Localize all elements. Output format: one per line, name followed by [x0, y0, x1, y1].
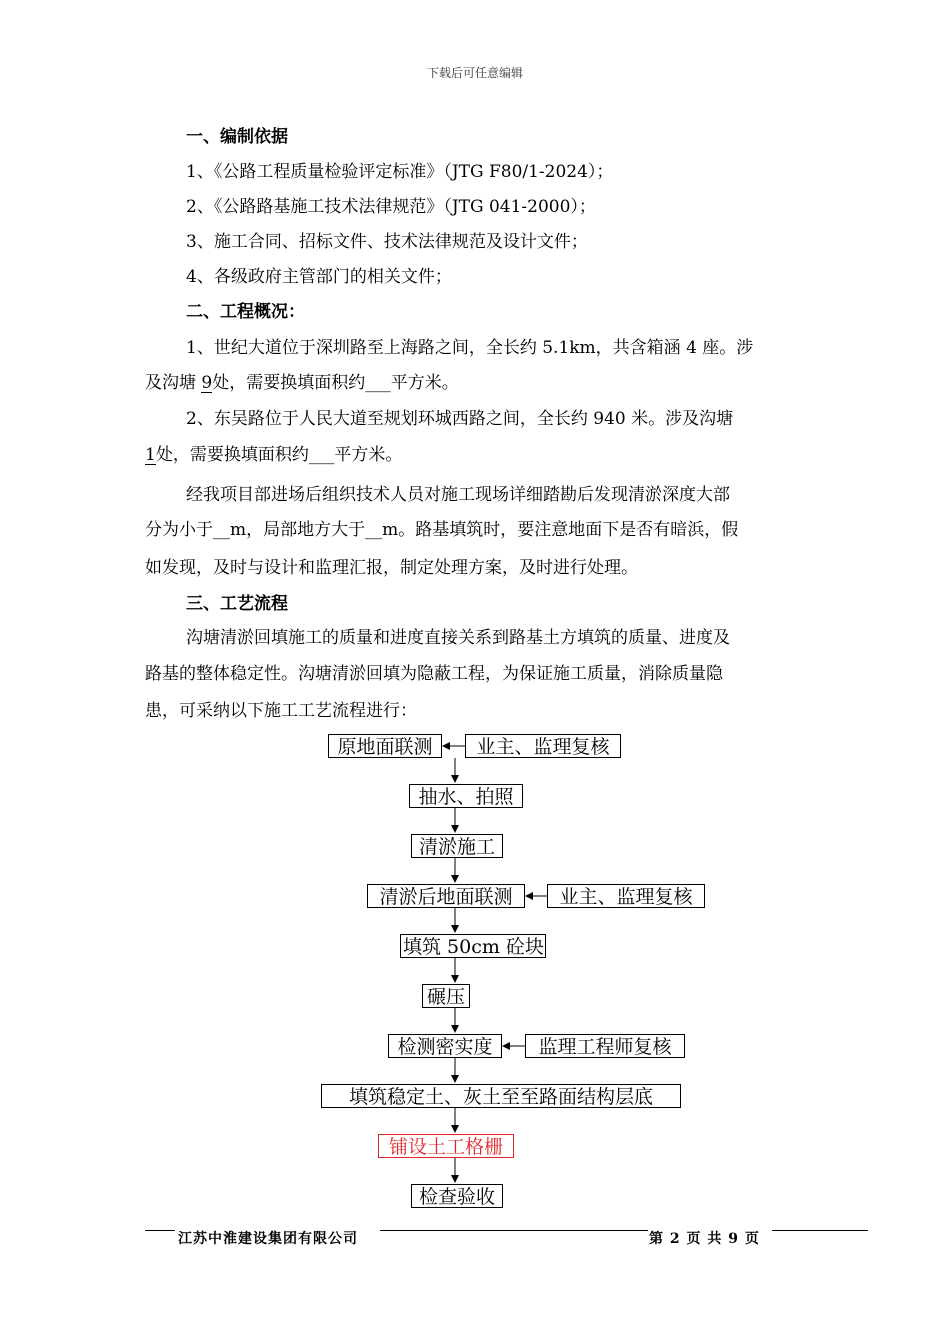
overview-p1-line1: 1、世纪大道位于深圳路至上海路之间，全长约 5.1km，共含箱涵 4 座。涉 — [186, 338, 754, 358]
flow-side-engineer-review: 监理工程师复核 — [525, 1034, 685, 1058]
overview-p2-line2: 1处，需要换填面积约___平方米。 — [145, 445, 403, 465]
section-2-title: 二、工程概况： — [186, 302, 305, 322]
overview-p3-line3: 如发现，及时与设计和监理汇报，制定处理方案，及时进行处理。 — [145, 558, 638, 578]
flow-step-ground-survey: 原地面联测 — [328, 734, 442, 758]
overview-p3-line1: 经我项目部进场后组织技术人员对施工现场详细踏勘后发现清淤深度大部 — [186, 485, 730, 505]
flow-step-fill-stabilized: 填筑稳定土、灰土至至路面结构层底 — [321, 1084, 681, 1108]
overview-p2-line1: 2、东吴路位于人民大道至规划环城西路之间，全长约 940 米。涉及沟塘 — [186, 409, 734, 429]
flow-step-post-survey: 清淤后地面联测 — [367, 884, 525, 908]
flow-side-owner-review-1: 业主、监理复核 — [465, 734, 621, 758]
flow-step-fill-blocks: 填筑 50cm 砼块 — [400, 934, 546, 958]
footer-rule-left — [145, 1230, 175, 1231]
flow-step-geogrid: 铺设土工格栅 — [378, 1134, 514, 1158]
flow-step-compaction: 碾压 — [422, 984, 470, 1008]
footer-rule-right — [772, 1230, 868, 1231]
flow-side-owner-review-2: 业主、监理复核 — [547, 884, 705, 908]
footer-rule-mid — [380, 1230, 648, 1231]
flow-step-desilting: 清淤施工 — [411, 834, 503, 858]
section-1-title: 一、编制依据 — [186, 127, 288, 147]
overview-p1-line2: 及沟塘 9处，需要换填面积约___平方米。 — [145, 373, 459, 393]
process-p-line1: 沟塘清淤回填施工的质量和进度直接关系到路基土方填筑的质量、进度及 — [186, 628, 730, 648]
basis-item-1: 1、《公路工程质量检验评定标准》（JTG F80/1-2024）； — [186, 162, 614, 182]
overview-p3-line2: 分为小于__m，局部地方大于__m。路基填筑时，要注意地面下是否有暗浜，假 — [145, 520, 739, 540]
process-p-line3: 患，可采纳以下施工工艺流程进行： — [145, 701, 417, 721]
flow-step-acceptance: 检查验收 — [411, 1184, 503, 1208]
basis-item-3: 3、施工合同、招标文件、技术法律规范及设计文件； — [186, 232, 588, 252]
footer-page-number: 第 2 页 共 9 页 — [649, 1231, 760, 1247]
basis-item-4: 4、各级政府主管部门的相关文件； — [186, 267, 452, 287]
basis-item-2: 2、《公路路基施工技术法律规范》（JTG 041-2000）； — [186, 197, 596, 217]
process-p-line2: 路基的整体稳定性。沟塘清淤回填为隐蔽工程，为保证施工质量，消除质量隐 — [145, 664, 723, 684]
section-3-title: 三、工艺流程 — [186, 594, 288, 614]
flow-step-pump-photo: 抽水、拍照 — [409, 784, 523, 808]
footer-company: 江苏中淮建设集团有限公司 — [178, 1231, 358, 1247]
flow-step-density-test: 检测密实度 — [388, 1034, 502, 1058]
header-note: 下载后可任意编辑 — [426, 66, 523, 80]
